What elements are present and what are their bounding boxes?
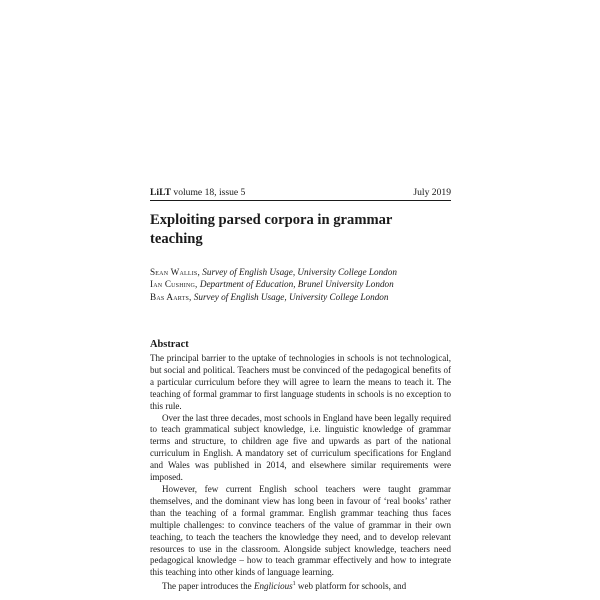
author-affiliation: Survey of English Usage, University College London [193,291,389,302]
footnote-marker[interactable]: 1 [292,581,296,588]
journal-info [150,187,245,199]
paper-title [150,211,451,249]
abstract-paragraph: However, few current English school teachers were taught grammar themselves, and the dominant view has long been in favour of ‘real books’ rather than the teaching of a formal grammar. English grammar teaching thus faces multiple challenges: to convince teachers of the value of grammar in their own teaching, to teach the teachers the knowledge they need, and to develop relevant resources to use in the classroom. Alongside subject knowledge, teachers need pedagogical knowledge – how to teach grammar effectively and how to integrate this teaching into other kinds of language learning. [150,483,451,578]
abstract-paragraph-partial [150,579,451,593]
paragraph-text-end: web platform for schools, and [295,581,407,592]
paper-page [150,0,451,600]
abstract-paragraph: The principal barrier to the uptake of technologies in schools is not technological, but social and political. Teachers must be convinced of the pedagogical benefits of a particular curriculum before they will agree to learn the means to teach it. The teaching of formal grammar to first language students in schools is no exception to this rule. [150,353,451,411]
publication-date: July 2019 [413,187,451,198]
author-entry [150,278,451,290]
author-name: Sean Wallis, [150,267,200,277]
running-head [150,187,451,201]
author-entry [150,291,451,303]
author-list [150,266,451,303]
author-affiliation: Survey of English Usage, University College London [202,267,397,277]
platform-name: Englicious [253,581,293,592]
author-name: Bas Aarts, [150,291,192,302]
paragraph-text-start: The paper introduces the [162,581,254,592]
author-entry [150,266,451,278]
volume-issue: volume 18, issue 5 [173,187,246,198]
journal-abbrev: LiLT [150,187,171,198]
abstract-heading: Abstract [150,339,189,350]
title-line-1: Exploiting parsed corpora in grammar [150,212,393,228]
title-line-2: teaching [150,231,203,247]
author-affiliation: Department of Education, Brunel University London [199,279,394,290]
author-name: Ian Cushing, [150,279,198,290]
abstract-body [150,353,451,593]
abstract-paragraph: Over the last three decades, most schools in England have been legally required to teach grammatical subject knowledge, i.e. linguistic knowledge of grammar terms and structure, to children age five and upwards as part of the national curriculum in English. A mandatory set of curriculum specifications for England and Wales was published in 2014, and elsewhere similar requirements were imposed. [150,412,451,483]
